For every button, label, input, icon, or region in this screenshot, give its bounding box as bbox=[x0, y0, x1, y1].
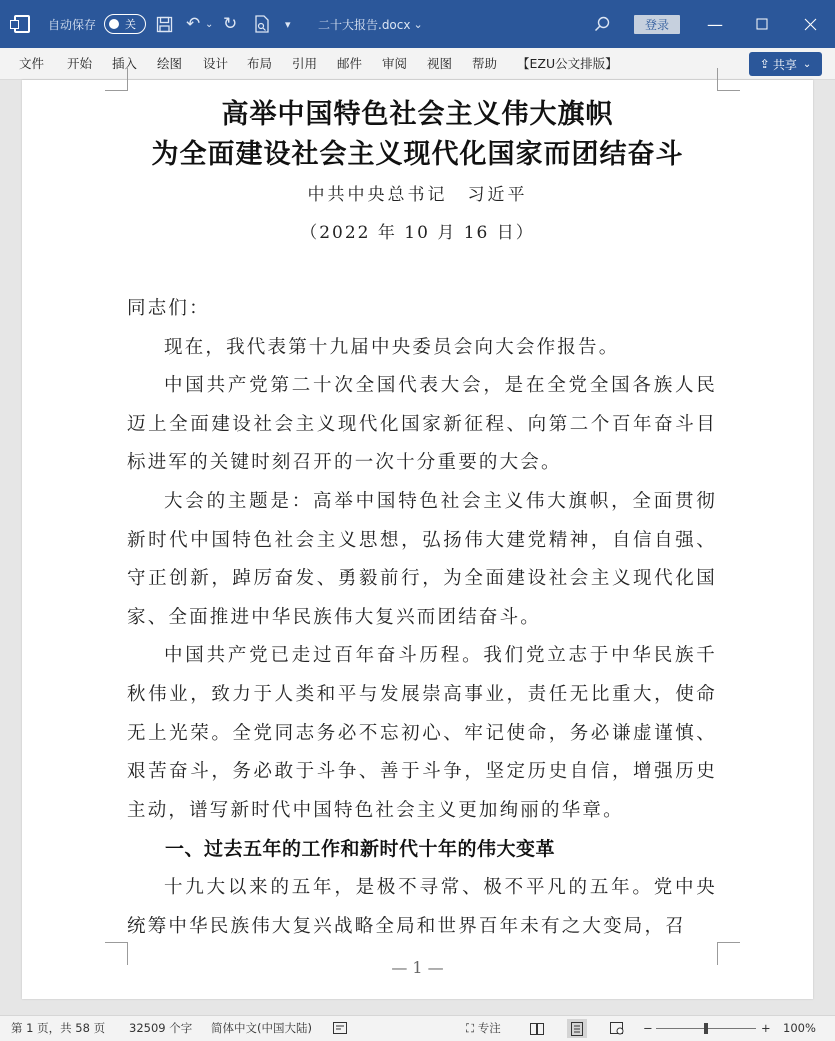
tab-help[interactable]: 帮助 bbox=[472, 56, 498, 71]
title-bar bbox=[0, 0, 835, 48]
login-button[interactable]: 登录 bbox=[634, 15, 680, 34]
undo-icon[interactable]: ↶ bbox=[186, 14, 201, 34]
maximize-icon[interactable] bbox=[739, 0, 785, 48]
read-mode-icon[interactable] bbox=[527, 1019, 547, 1038]
undo-dropdown-icon[interactable]: ⌄ bbox=[205, 18, 214, 30]
document-author: 中共中央总书记 习近平 bbox=[307, 185, 528, 205]
tab-draw[interactable]: 绘图 bbox=[157, 56, 183, 71]
paragraph: 中国共产党第二十次全国代表大会，是在全党全国各族人民迈上全面建设社会主义现代化国家新征程、向第二个百年奋斗目标进军的关键时刻召开的一次十分重要的大会。 bbox=[127, 375, 717, 474]
save-icon[interactable] bbox=[156, 0, 173, 48]
tab-insert[interactable]: 插入 bbox=[112, 56, 138, 71]
tab-design[interactable]: 设计 bbox=[203, 56, 229, 71]
accessibility-icon[interactable] bbox=[333, 1016, 347, 1041]
autosave-toggle[interactable] bbox=[104, 14, 146, 34]
autosave-state: 关 bbox=[125, 18, 136, 31]
zoom-slider-thumb[interactable] bbox=[704, 1023, 708, 1034]
autosave-label: 自动保存 bbox=[48, 17, 97, 32]
search-icon[interactable] bbox=[594, 0, 610, 48]
chevron-down-icon: ⌄ bbox=[413, 17, 423, 31]
redo-icon[interactable]: ↻ bbox=[223, 14, 238, 34]
tab-review[interactable]: 审阅 bbox=[382, 56, 408, 71]
tab-file[interactable]: 文件 bbox=[19, 56, 45, 71]
paragraph: 中国共产党已走过百年奋斗历程。我们党立志于中华民族千秋伟业，致力于人类和平与发展崇高事业，责任无比重大，使命无上光荣。全党同志务必不忘初心、牢记使命，务必谦虚谨慎、艰苦奋斗，务必敢于斗争、善于斗争，坚定历史自信，增强历史主动，谱写新时代中国特色社会主义更加绚丽的华章。 bbox=[127, 645, 717, 821]
document-canvas[interactable] bbox=[0, 80, 835, 1015]
share-label: 共享 bbox=[772, 57, 797, 72]
word-app-icon bbox=[14, 0, 36, 48]
print-layout-icon[interactable] bbox=[567, 1019, 587, 1038]
document-date: （2022 年 10 月 16 日） bbox=[300, 223, 535, 243]
paragraph: 大会的主题是：高举中国特色社会主义伟大旗帜，全面贯彻新时代中国特色社会主义思想，弘扬伟大建党精神，自信自强、守正创新，踔厉奋发、勇毅前行，为全面建设社会主义现代化国家、全面推进中华民族伟大复兴而团结奋斗。 bbox=[127, 490, 717, 628]
tab-view[interactable]: 视图 bbox=[427, 56, 453, 71]
zoom-level[interactable]: 100% bbox=[783, 1021, 816, 1035]
tab-mailings[interactable]: 邮件 bbox=[337, 56, 363, 71]
document-title-text: 二十大报告.docx bbox=[318, 17, 411, 32]
web-layout-icon[interactable] bbox=[607, 1019, 627, 1038]
page-number: — 1 — bbox=[391, 958, 444, 977]
tab-layout[interactable]: 布局 bbox=[247, 56, 273, 71]
share-icon: ⇪ bbox=[759, 57, 770, 71]
document-title-line-2: 为全面建设社会主义现代化国家而团结奋斗 bbox=[151, 139, 684, 170]
crop-mark-top-right bbox=[717, 68, 740, 91]
crop-mark-top-left bbox=[105, 68, 128, 91]
close-icon[interactable] bbox=[787, 0, 833, 48]
document-title[interactable] bbox=[318, 0, 423, 48]
salutation: 同志们： bbox=[127, 298, 210, 319]
share-button[interactable] bbox=[749, 52, 822, 76]
section-heading: 一、过去五年的工作和新时代十年的伟大变革 bbox=[165, 838, 556, 861]
status-bar bbox=[0, 1015, 835, 1041]
customize-toolbar-icon[interactable]: ▾ bbox=[285, 17, 291, 31]
zoom-out-button[interactable]: − bbox=[643, 1021, 653, 1035]
tab-ezu-layout[interactable]: 【EZU公文排版】 bbox=[517, 56, 618, 71]
tab-references[interactable]: 引用 bbox=[292, 56, 318, 71]
document-body bbox=[127, 290, 717, 946]
toggle-knob bbox=[109, 19, 119, 29]
page-info[interactable]: 第 1 页，共 58 页 bbox=[11, 1021, 106, 1035]
word-count[interactable]: 32509 个字 bbox=[129, 1021, 193, 1035]
document-page[interactable] bbox=[22, 80, 813, 999]
tab-home[interactable]: 开始 bbox=[67, 56, 93, 71]
focus-icon: ⛶ bbox=[466, 1021, 475, 1035]
language-indicator[interactable]: 简体中文(中国大陆) bbox=[211, 1021, 312, 1035]
print-preview-icon[interactable] bbox=[254, 0, 270, 48]
paragraph: 十九大以来的五年，是极不寻常、极不平凡的五年。党中央统筹中华民族伟大复兴战略全局和世界百年未有之大变局，召 bbox=[127, 876, 717, 937]
document-title-line-1: 高举中国特色社会主义伟大旗帜 bbox=[221, 99, 614, 130]
paragraph: 现在，我代表第十九届中央委员会向大会作报告。 bbox=[164, 336, 620, 358]
focus-button[interactable] bbox=[466, 1016, 501, 1041]
chevron-down-icon: ⌄ bbox=[802, 58, 812, 70]
zoom-in-button[interactable]: + bbox=[761, 1021, 771, 1035]
focus-label: 专注 bbox=[477, 1021, 501, 1035]
minimize-icon[interactable]: — bbox=[707, 14, 723, 34]
